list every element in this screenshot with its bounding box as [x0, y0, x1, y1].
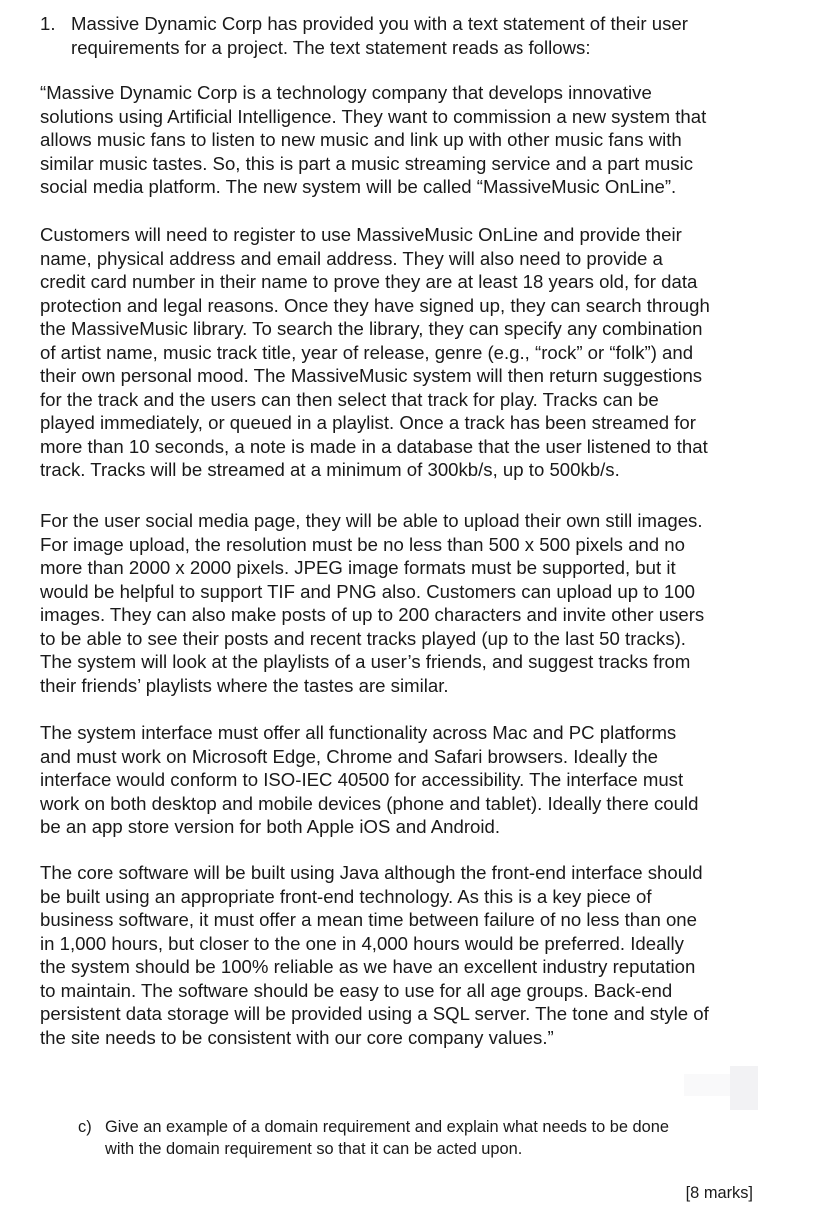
text-line: be an app store version for both Apple iOS and Android. [40, 816, 500, 837]
sub-question-label: c) [78, 1118, 92, 1136]
text-line: be built using an appropriate front-end technology. As this is a key piece of [40, 885, 652, 907]
question-number: 1. [40, 13, 56, 34]
text-line: work on both desktop and mobile devices (phone and tablet). Ideally there could [40, 792, 699, 814]
text-line: protection and legal reasons. Once they have signed up, they can search through [40, 294, 710, 316]
text-line: solutions using Artificial Intelligence. They want to commission a new system that [40, 105, 707, 127]
question-header [40, 12, 800, 59]
text-line: For image upload, the resolution must be no less than 500 x 500 pixels and no [40, 533, 685, 555]
sub-question-c [78, 1117, 778, 1160]
text-line: images. They can also make posts of up to 200 characters and invite other users [40, 604, 705, 625]
text-line: in 1,000 hours, but closer to the one in 4,000 hours would be preferred. Ideally [40, 932, 684, 954]
scan-smudge [684, 1074, 732, 1096]
statement-paragraph-intro [40, 81, 792, 199]
text-line: credit card number in their name to prove they are at least 18 years old, for data [40, 271, 698, 292]
question-intro [71, 12, 800, 59]
text-line: the system should be 100% reliable as we have an excellent industry reputation [40, 956, 696, 977]
text-line: with the domain requirement so that it can be acted upon. [105, 1139, 523, 1158]
text-line: more than 2000 x 2000 pixels. JPEG image formats must be supported, but it [40, 557, 676, 578]
text-line: more than 10 seconds, a note is made in a database that the user listened to that [40, 435, 708, 457]
marks-label: [8 marks] [685, 1184, 753, 1202]
statement-paragraph-core-software [40, 861, 792, 1049]
text-line: their friends’ playlists where the tastes are similar. [40, 674, 449, 696]
text-line: of artist name, music track title, year of release, genre (e.g., “rock” or “folk”) and [40, 341, 694, 363]
scan-smudge [730, 1066, 758, 1110]
text-line: the site needs to be consistent with our core company values.” [40, 1026, 554, 1048]
text-line: social media platform. The new system will be called “MassiveMusic OnLine”. [40, 176, 677, 197]
sub-question-text [105, 1117, 778, 1160]
text-line: business software, it must offer a mean time between failure of no less than one [40, 909, 697, 930]
statement-paragraph-interface [40, 721, 792, 839]
text-line: Massive Dynamic Corp has provided you with a text statement of their user [71, 13, 688, 34]
text-line: played immediately, or queued in a playlist. Once a track has been streamed for [40, 412, 696, 433]
text-line: Give an example of a domain requirement and explain what needs to be done [105, 1118, 670, 1136]
text-line: Customers will need to register to use MassiveMusic OnLine and provide their [40, 224, 682, 245]
text-line: The core software will be built using Java although the front-end interface should [40, 862, 703, 883]
text-line: and must work on Microsoft Edge, Chrome and Safari browsers. Ideally the [40, 745, 659, 767]
text-line: would be helpful to support TIF and PNG also. Customers can upload up to 100 [40, 580, 695, 602]
text-line: the MassiveMusic library. To search the library, they can specify any combination [40, 318, 703, 339]
text-line: “Massive Dynamic Corp is a technology company that develops innovative [40, 82, 652, 103]
text-line: interface would conform to ISO-IEC 40500 for accessibility. The interface must [40, 769, 684, 790]
statement-paragraph-social-media [40, 509, 792, 697]
text-line: for the track and the users can then select that track for play. Tracks can be [40, 388, 659, 410]
text-line: similar music tastes. So, this is part a music streaming service and a part music [40, 152, 694, 174]
text-line: The system will look at the playlists of a user’s friends, and suggest tracks from [40, 651, 691, 672]
text-line: The system interface must offer all functionality across Mac and PC platforms [40, 722, 677, 743]
text-line: track. Tracks will be streamed at a minimum of 300kb/s, up to 500kb/s. [40, 459, 620, 480]
text-line: their own personal mood. The MassiveMusic system will then return suggestions [40, 365, 703, 386]
text-line: name, physical address and email address. They will also need to provide a [40, 247, 663, 269]
text-line: persistent data storage will be provided using a SQL server. The tone and style of [40, 1003, 709, 1024]
statement-paragraph-customers [40, 223, 792, 482]
text-line: For the user social media page, they will be able to upload their own still images. [40, 510, 703, 531]
text-line: requirements for a project. The text statement reads as follows: [71, 36, 591, 58]
text-line: allows music fans to listen to new music and link up with other music fans with [40, 129, 682, 150]
text-line: to maintain. The software should be easy to use for all age groups. Back-end [40, 979, 673, 1001]
text-line: to be able to see their posts and recent tracks played (up to the last 50 tracks). [40, 627, 686, 649]
